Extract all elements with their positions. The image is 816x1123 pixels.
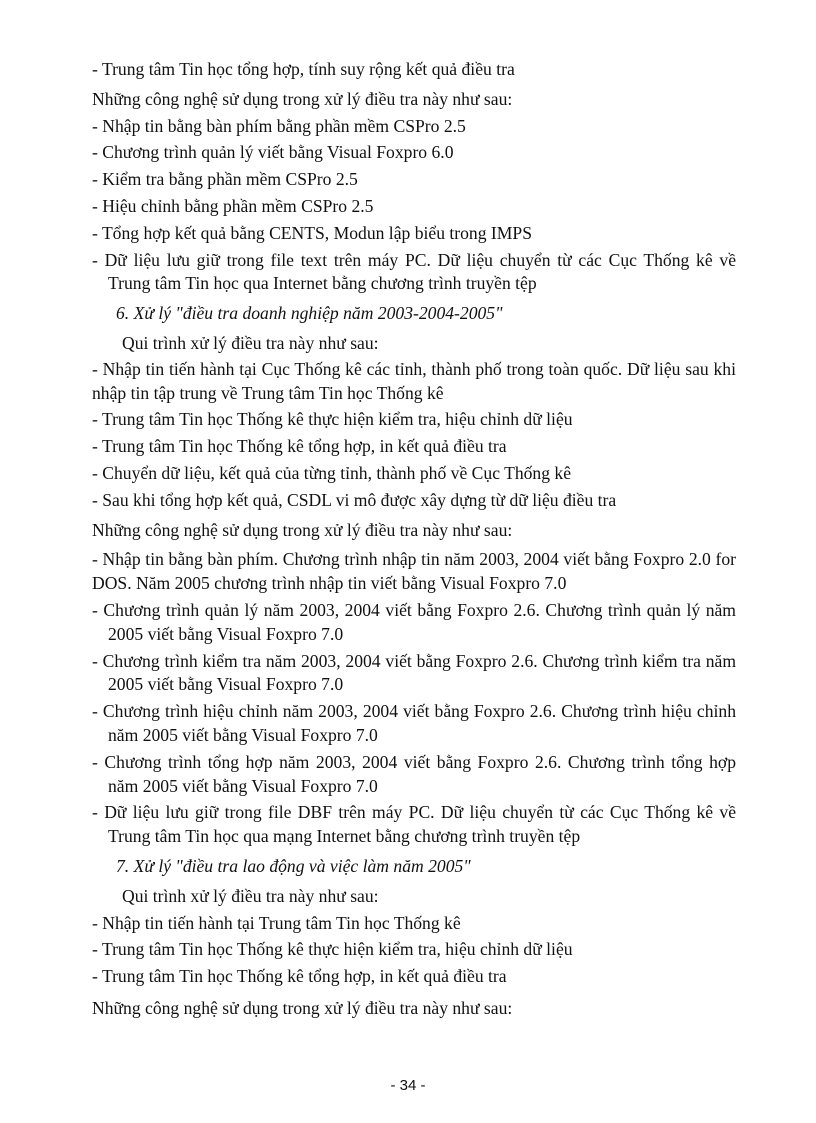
list-item: - Chương trình quản lý viết bằng Visual Foxpro 6.0 <box>92 142 454 163</box>
list-item: - Chương trình kiểm tra năm 2003, 2004 viết bằng Foxpro 2.6. Chương trình kiểm tra năm 2005 viết bằng Visual Foxpro 7.0 <box>92 650 736 695</box>
list-item: - Trung tâm Tin học Thống kê thực hiện kiểm tra, hiệu chỉnh dữ liệu <box>92 409 573 430</box>
list-item: - Dữ liệu lưu giữ trong file DBF trên máy PC. Dữ liệu chuyển từ các Cục Thống kê về Trung tâm Tin học qua mạng Internet bằng chương trình truyền tệp <box>92 802 736 847</box>
list-item: - Dữ liệu lưu giữ trong file text trên máy PC. Dữ liệu chuyển từ các Cục Thống kê về Trung tâm Tin học qua Internet bằng chương trình truyền tệp <box>92 249 736 294</box>
paragraph: - Nhập tin bằng bàn phím. Chương trình nhập tin năm 2003, 2004 viết bằng Foxpro 2.0 for DOS. Năm 2005 chương trình nhập tin viết bằng Visual Foxpro 7.0 <box>92 549 736 594</box>
section-heading-7: 7. Xử lý "điều tra lao động và việc làm năm 2005" <box>116 855 471 876</box>
document-body <box>92 58 736 1021</box>
list-item: - Nhập tin bằng bàn phím bằng phần mềm CSPro 2.5 <box>92 115 466 136</box>
paragraph: Những công nghệ sử dụng trong xử lý điều tra này như sau: <box>92 88 513 109</box>
list-item: - Sau khi tổng hợp kết quả, CSDL vi mô được xây dựng từ dữ liệu điều tra <box>92 489 617 510</box>
list-item: - Tổng hợp kết quả bằng CENTS, Modun lập biểu trong IMPS <box>92 222 532 243</box>
indented-paragraph: Qui trình xử lý điều tra này như sau: <box>122 885 379 906</box>
list-item: - Trung tâm Tin học Thống kê tổng hợp, in kết quả điều tra <box>92 436 507 457</box>
list-item: - Trung tâm Tin học Thống kê thực hiện kiểm tra, hiệu chỉnh dữ liệu <box>92 939 573 960</box>
paragraph: Những công nghệ sử dụng trong xử lý điều tra này như sau: <box>92 997 513 1018</box>
indented-paragraph: Qui trình xử lý điều tra này như sau: <box>122 332 379 353</box>
list-item: - Trung tâm Tin học Thống kê tổng hợp, in kết quả điều tra <box>92 966 507 987</box>
page-number: - 34 - <box>390 1077 426 1094</box>
list-item: - Nhập tin tiến hành tại Trung tâm Tin học Thống kê <box>92 912 461 933</box>
paragraph: Những công nghệ sử dụng trong xử lý điều tra này như sau: <box>92 519 513 540</box>
list-item: - Chương trình tổng hợp năm 2003, 2004 viết bằng Foxpro 2.6. Chương trình tổng hợp năm 2005 viết bằng Visual Foxpro 7.0 <box>92 751 736 796</box>
list-item: - Kiểm tra bằng phần mềm CSPro 2.5 <box>92 169 358 190</box>
list-item: - Trung tâm Tin học tổng hợp, tính suy rộng kết quả điều tra <box>92 59 515 79</box>
list-item: - Chuyển dữ liệu, kết quả của từng tỉnh, thành phố về Cục Thống kê <box>92 462 572 483</box>
list-item: - Chương trình hiệu chỉnh năm 2003, 2004 viết bằng Foxpro 2.6. Chương trình hiệu chỉnh năm 2005 viết bằng Visual Foxpro 7.0 <box>92 701 736 745</box>
list-item: - Hiệu chỉnh bằng phần mềm CSPro 2.5 <box>92 195 374 216</box>
section-heading-6: 6. Xử lý "điều tra doanh nghiệp năm 2003-2004-2005" <box>116 303 503 324</box>
list-item: - Nhập tin tiến hành tại Cục Thống kê các tỉnh, thành phố trong toàn quốc. Dữ liệu sau khi nhập tin tập trung về Trung tâm Tin học Thống kê <box>92 358 736 403</box>
list-item: - Chương trình quản lý năm 2003, 2004 viết bằng Foxpro 2.6. Chương trình quản lý năm 2005 viết bằng Visual Foxpro 7.0 <box>92 599 736 644</box>
